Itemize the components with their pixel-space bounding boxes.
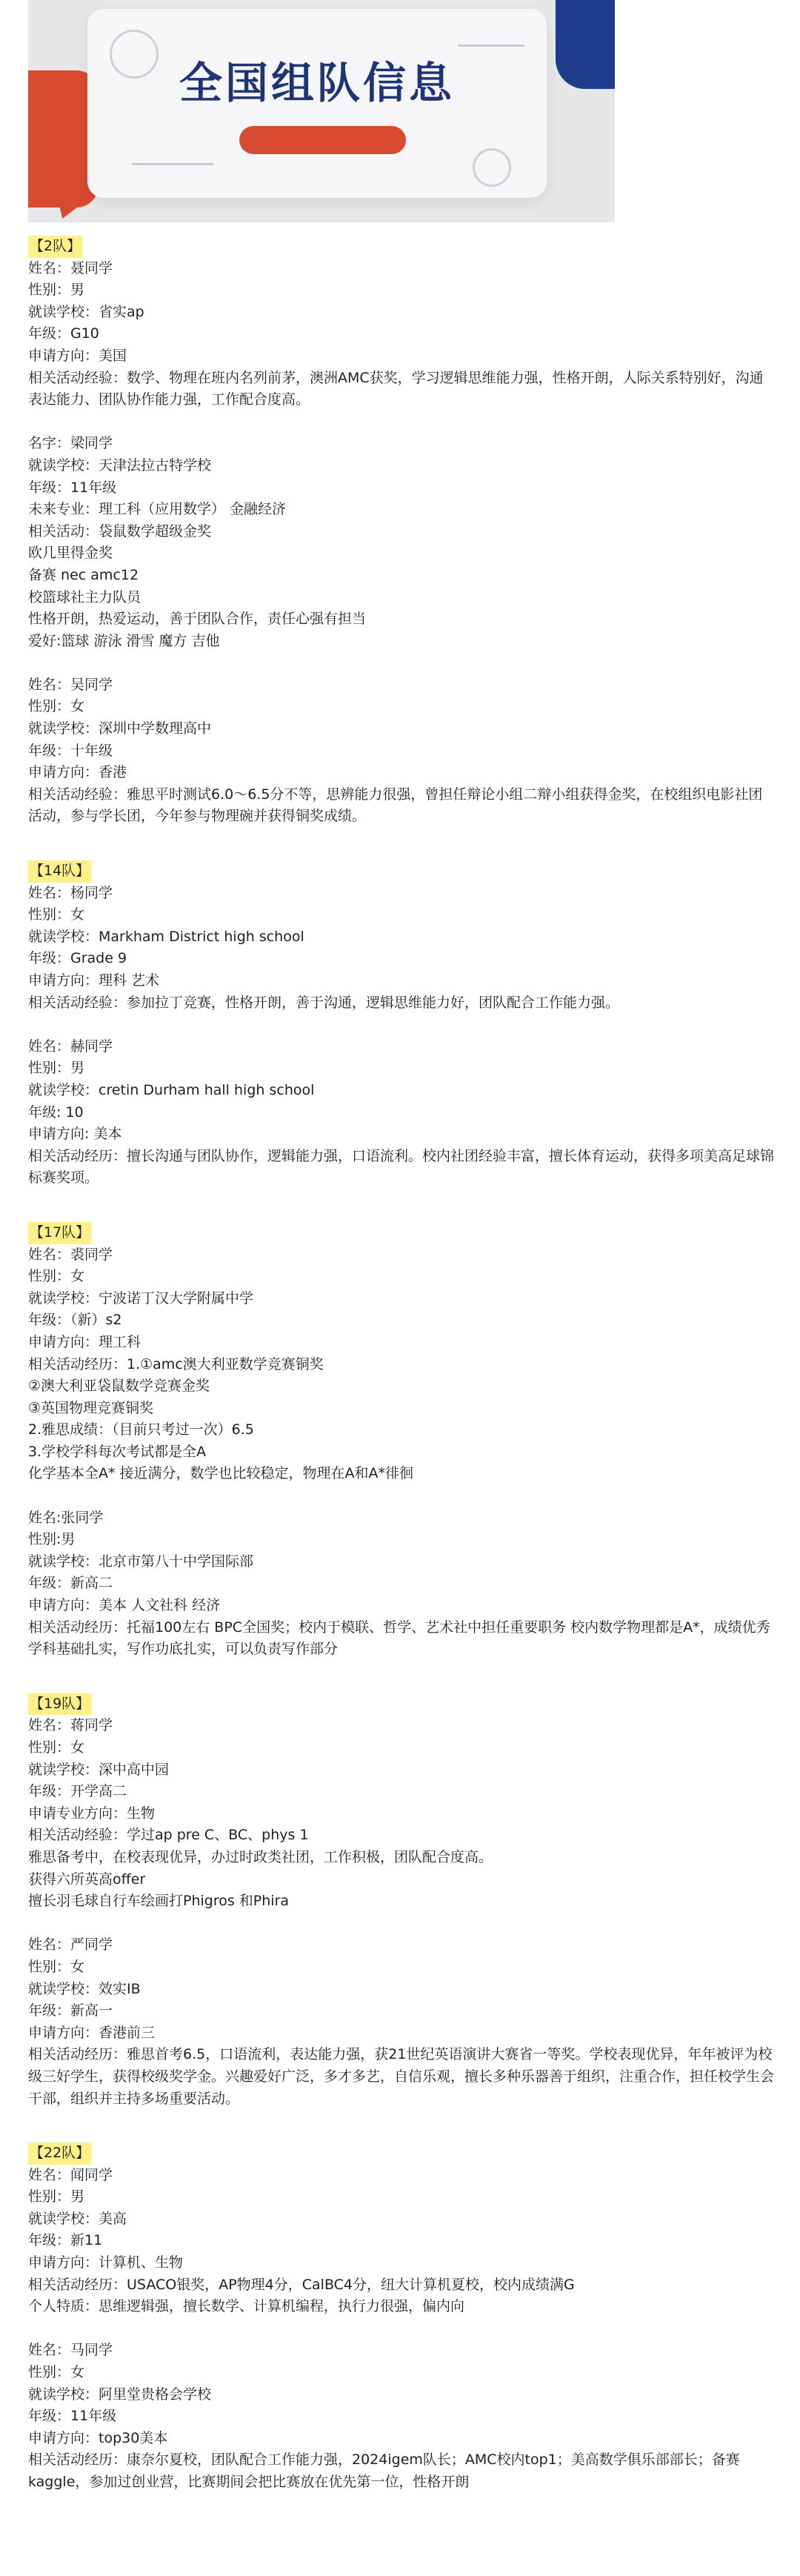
decorative-circle-icon <box>473 148 511 187</box>
profile-line: 就读学校：Markham District high school <box>28 928 304 945</box>
profile-line: 性别：女 <box>28 2364 85 2381</box>
profile-line: 性别：男 <box>28 2188 85 2205</box>
profile-line: 申请方向：计算机、生物 <box>28 2254 184 2271</box>
profile-line: 性别：女 <box>28 906 85 923</box>
profile-line: 申请方向：香港 <box>28 764 127 781</box>
profile-line: 申请方向：理工科 <box>28 1333 141 1350</box>
profile-line: 就读学校：省实ap <box>28 303 144 320</box>
profile-line: 就读学校：天津法拉古特学校 <box>28 457 212 474</box>
profile-line: 相关活动经历：1.①amc澳大利亚数学竞赛铜奖 <box>28 1355 324 1372</box>
page-title: 全国组队信息 <box>179 58 455 108</box>
profile-line: 相关活动经验：数学、物理在班内名列前茅，澳洲AMC获奖，学习逻辑思维能力强，性格开朗，人际关系特别好，沟通表达能力、团队协作能力强，工作配合度高。 <box>28 369 764 408</box>
profile-line: 年级：新11 <box>28 2232 103 2249</box>
member-profile <box>28 1244 776 1486</box>
profile-line: 性别:男 <box>28 1531 76 1548</box>
profile-line: 申请专业方向：生物 <box>28 1805 156 1822</box>
profile-line: 性别：女 <box>28 1268 85 1285</box>
profile-line: 年级：新高二 <box>28 1575 113 1592</box>
profile-line: 年级：（新）s2 <box>28 1312 122 1329</box>
profile-line: 年级：新高一 <box>28 2002 113 2019</box>
profile-line: 相关活动：袋鼠数学超级金奖 <box>28 522 212 540</box>
profile-line: 姓名：赫同学 <box>28 1038 113 1055</box>
profile-line: 未来专业：理工科（应用数学） 金融经济 <box>28 501 287 518</box>
member-profile <box>28 1715 776 1912</box>
profile-line: 姓名：蒋同学 <box>28 1717 113 1734</box>
member-profile <box>28 2165 776 2318</box>
team-label: 【22队】 <box>28 2142 91 2165</box>
profile-line: 申请方向：理科 艺术 <box>28 972 160 989</box>
profile-line: 就读学校：深中高中园 <box>28 1761 170 1778</box>
profile-line: 个人特质：思维逻辑强，擅长数学、计算机编程，执行力很强，偏内向 <box>28 2298 465 2315</box>
profile-line: 姓名:张同学 <box>28 1509 104 1526</box>
profile-line: 年级：11年级 <box>28 479 117 496</box>
profile-line: 相关活动经历：托福100左右 BPC全国奖；校内于模联、哲学、艺术社中担任重要职务 校内数学物理都是A*，成绩优秀 学科基础扎实，写作功底扎实，可以负责写作部分 <box>28 1619 775 1658</box>
profile-line: 性别：女 <box>28 1739 85 1756</box>
team-section <box>28 1222 776 1661</box>
profile-line: 申请方向：香港前三 <box>28 2024 156 2041</box>
profile-line: 性格开朗，热爱运动，善于团队合作，责任心强有担当 <box>28 611 367 628</box>
profile-line: 化学基本全A* 接近满分，数学也比较稳定，物理在A和A*徘徊 <box>28 1465 414 1482</box>
profile-line: 相关活动经历：康奈尔夏校，团队配合工作能力强，2024igem队长；AMC校内top1；美高数学俱乐部部长；备赛kaggle，参加过创业营，比赛期间会把比赛放在优先第一位，性格开朗 <box>28 2451 740 2490</box>
team-label: 【14队】 <box>28 860 91 883</box>
profile-line: 爱好:篮球 游泳 滑雪 魔方 吉他 <box>28 632 220 649</box>
member-profile <box>28 1036 776 1189</box>
profile-line: 擅长羽毛球自行车绘画打Phigros 和Phira <box>28 1893 290 1910</box>
member-profile <box>28 883 776 1015</box>
member-profile <box>28 258 776 411</box>
profile-line: 欧几里得金奖 <box>28 545 113 562</box>
profile-line: 相关活动经验：参加拉丁竞赛，性格开朗，善于沟通，逻辑思维能力好，团队配合工作能力强。 <box>28 994 620 1011</box>
decorative-line <box>132 163 213 165</box>
profile-line: 就读学校：美高 <box>28 2210 127 2227</box>
profile-line: 相关活动经历：USACO银奖，AP物理4分，CalBC4分，纽大计算机夏校，校内成绩满G <box>28 2276 575 2293</box>
profile-line: 性别：女 <box>28 1958 85 1975</box>
member-profile <box>28 674 776 828</box>
blue-corner-shape <box>556 0 615 89</box>
profile-line: 年级：G10 <box>28 325 99 342</box>
profile-line: 名字：梁同学 <box>28 435 113 452</box>
profile-line: ③英国物理竞赛铜奖 <box>28 1399 154 1416</box>
profile-line: 姓名：闻同学 <box>28 2166 113 2183</box>
profile-line: 相关活动经验：学过ap pre C、BC、phys 1 <box>28 1827 309 1844</box>
profile-line: 年级：Grade 9 <box>28 950 127 967</box>
profile-line: 申请方向: 美本 <box>28 1126 122 1143</box>
profile-line: 获得六所英高offer <box>28 1870 146 1888</box>
profile-line: 年级：开学高二 <box>28 1783 127 1800</box>
profile-line: 姓名：严同学 <box>28 1936 113 1953</box>
profile-line: 性别：男 <box>28 282 85 299</box>
header-banner <box>28 0 615 222</box>
team-section <box>28 2142 776 2494</box>
profile-line: 校篮球社主力队员 <box>28 588 141 605</box>
team-section <box>28 1693 776 2110</box>
profile-line: 2.雅思成绩：（目前只考过一次）6.5 <box>28 1421 254 1438</box>
decorative-line <box>458 44 524 47</box>
profile-line: 年级: 10 <box>28 1103 84 1121</box>
profile-line: 就读学校：宁波诺丁汉大学附属中学 <box>28 1289 254 1307</box>
profile-line: 相关活动经验：雅思平时测试6.0～6.5分不等，思辨能力很强，曾担任辩论小组二辩小组获得金奖，在校组织电影社团活动，参与学长团，今年参与物理碗并获得铜奖成绩。 <box>28 786 763 825</box>
profile-line: 就读学校：深圳中学数理高中 <box>28 720 212 737</box>
profile-line: 申请方向：美国 <box>28 347 127 364</box>
profile-line: 姓名：聂同学 <box>28 259 113 276</box>
profile-line: 年级：11年级 <box>28 2408 117 2425</box>
profile-line: 姓名：马同学 <box>28 2342 113 2359</box>
profile-line: 相关活动经历：雅思首考6.5，口语流利，表达能力强，获21世纪英语演讲大赛省一等奖。学校表现优异，年年被评为校级三好学生，获得校级奖学金。兴趣爱好广泛，多才多艺，自信乐观，擅长多种乐器善于组织，注重合作，担任校学生会干部，组织并主持多场重要活动。 <box>28 2046 775 2107</box>
profile-line: 性别：女 <box>28 698 85 715</box>
team-label: 【17队】 <box>28 1222 91 1244</box>
member-profile <box>28 433 776 652</box>
member-profile <box>28 2340 776 2493</box>
profile-line: 就读学校：cretin Durham hall high school <box>28 1081 315 1098</box>
team-section <box>28 236 776 828</box>
profile-line: 就读学校：阿里堂贵格会学校 <box>28 2386 212 2403</box>
profile-line: 性别：男 <box>28 1060 85 1077</box>
team-info-list <box>28 236 776 2494</box>
team-section <box>28 860 776 1189</box>
profile-line: 备赛 nec amc12 <box>28 566 139 583</box>
team-label: 【19队】 <box>28 1693 91 1716</box>
profile-line: 申请方向：top30美本 <box>28 2429 168 2446</box>
profile-line: 相关活动经历：擅长沟通与团队协作，逻辑能力强，口语流利。校内社团经验丰富，擅长体育运动，获得多项美高足球锦标赛奖项。 <box>28 1147 775 1186</box>
profile-line: 雅思备考中，在校表现优异，办过时政类社团，工作积极，团队配合度高。 <box>28 1848 493 1865</box>
profile-line: ②澳大利亚袋鼠数学竞赛金奖 <box>28 1378 210 1395</box>
profile-line: 姓名：裘同学 <box>28 1246 113 1263</box>
member-profile <box>28 1507 776 1661</box>
profile-line: 3.学校学科每次考试都是全A <box>28 1443 207 1460</box>
profile-line: 就读学校：北京市第八十中学国际部 <box>28 1553 254 1570</box>
profile-line: 就读学校：效实IB <box>28 1980 141 1997</box>
profile-line: 年级：十年级 <box>28 742 113 759</box>
title-underline-pill <box>239 126 406 154</box>
profile-line: 姓名：杨同学 <box>28 884 113 901</box>
profile-line: 姓名：吴同学 <box>28 676 113 693</box>
profile-line: 申请方向：美本 人文社科 经济 <box>28 1597 221 1614</box>
member-profile <box>28 1934 776 2110</box>
team-label: 【2队】 <box>28 236 82 258</box>
